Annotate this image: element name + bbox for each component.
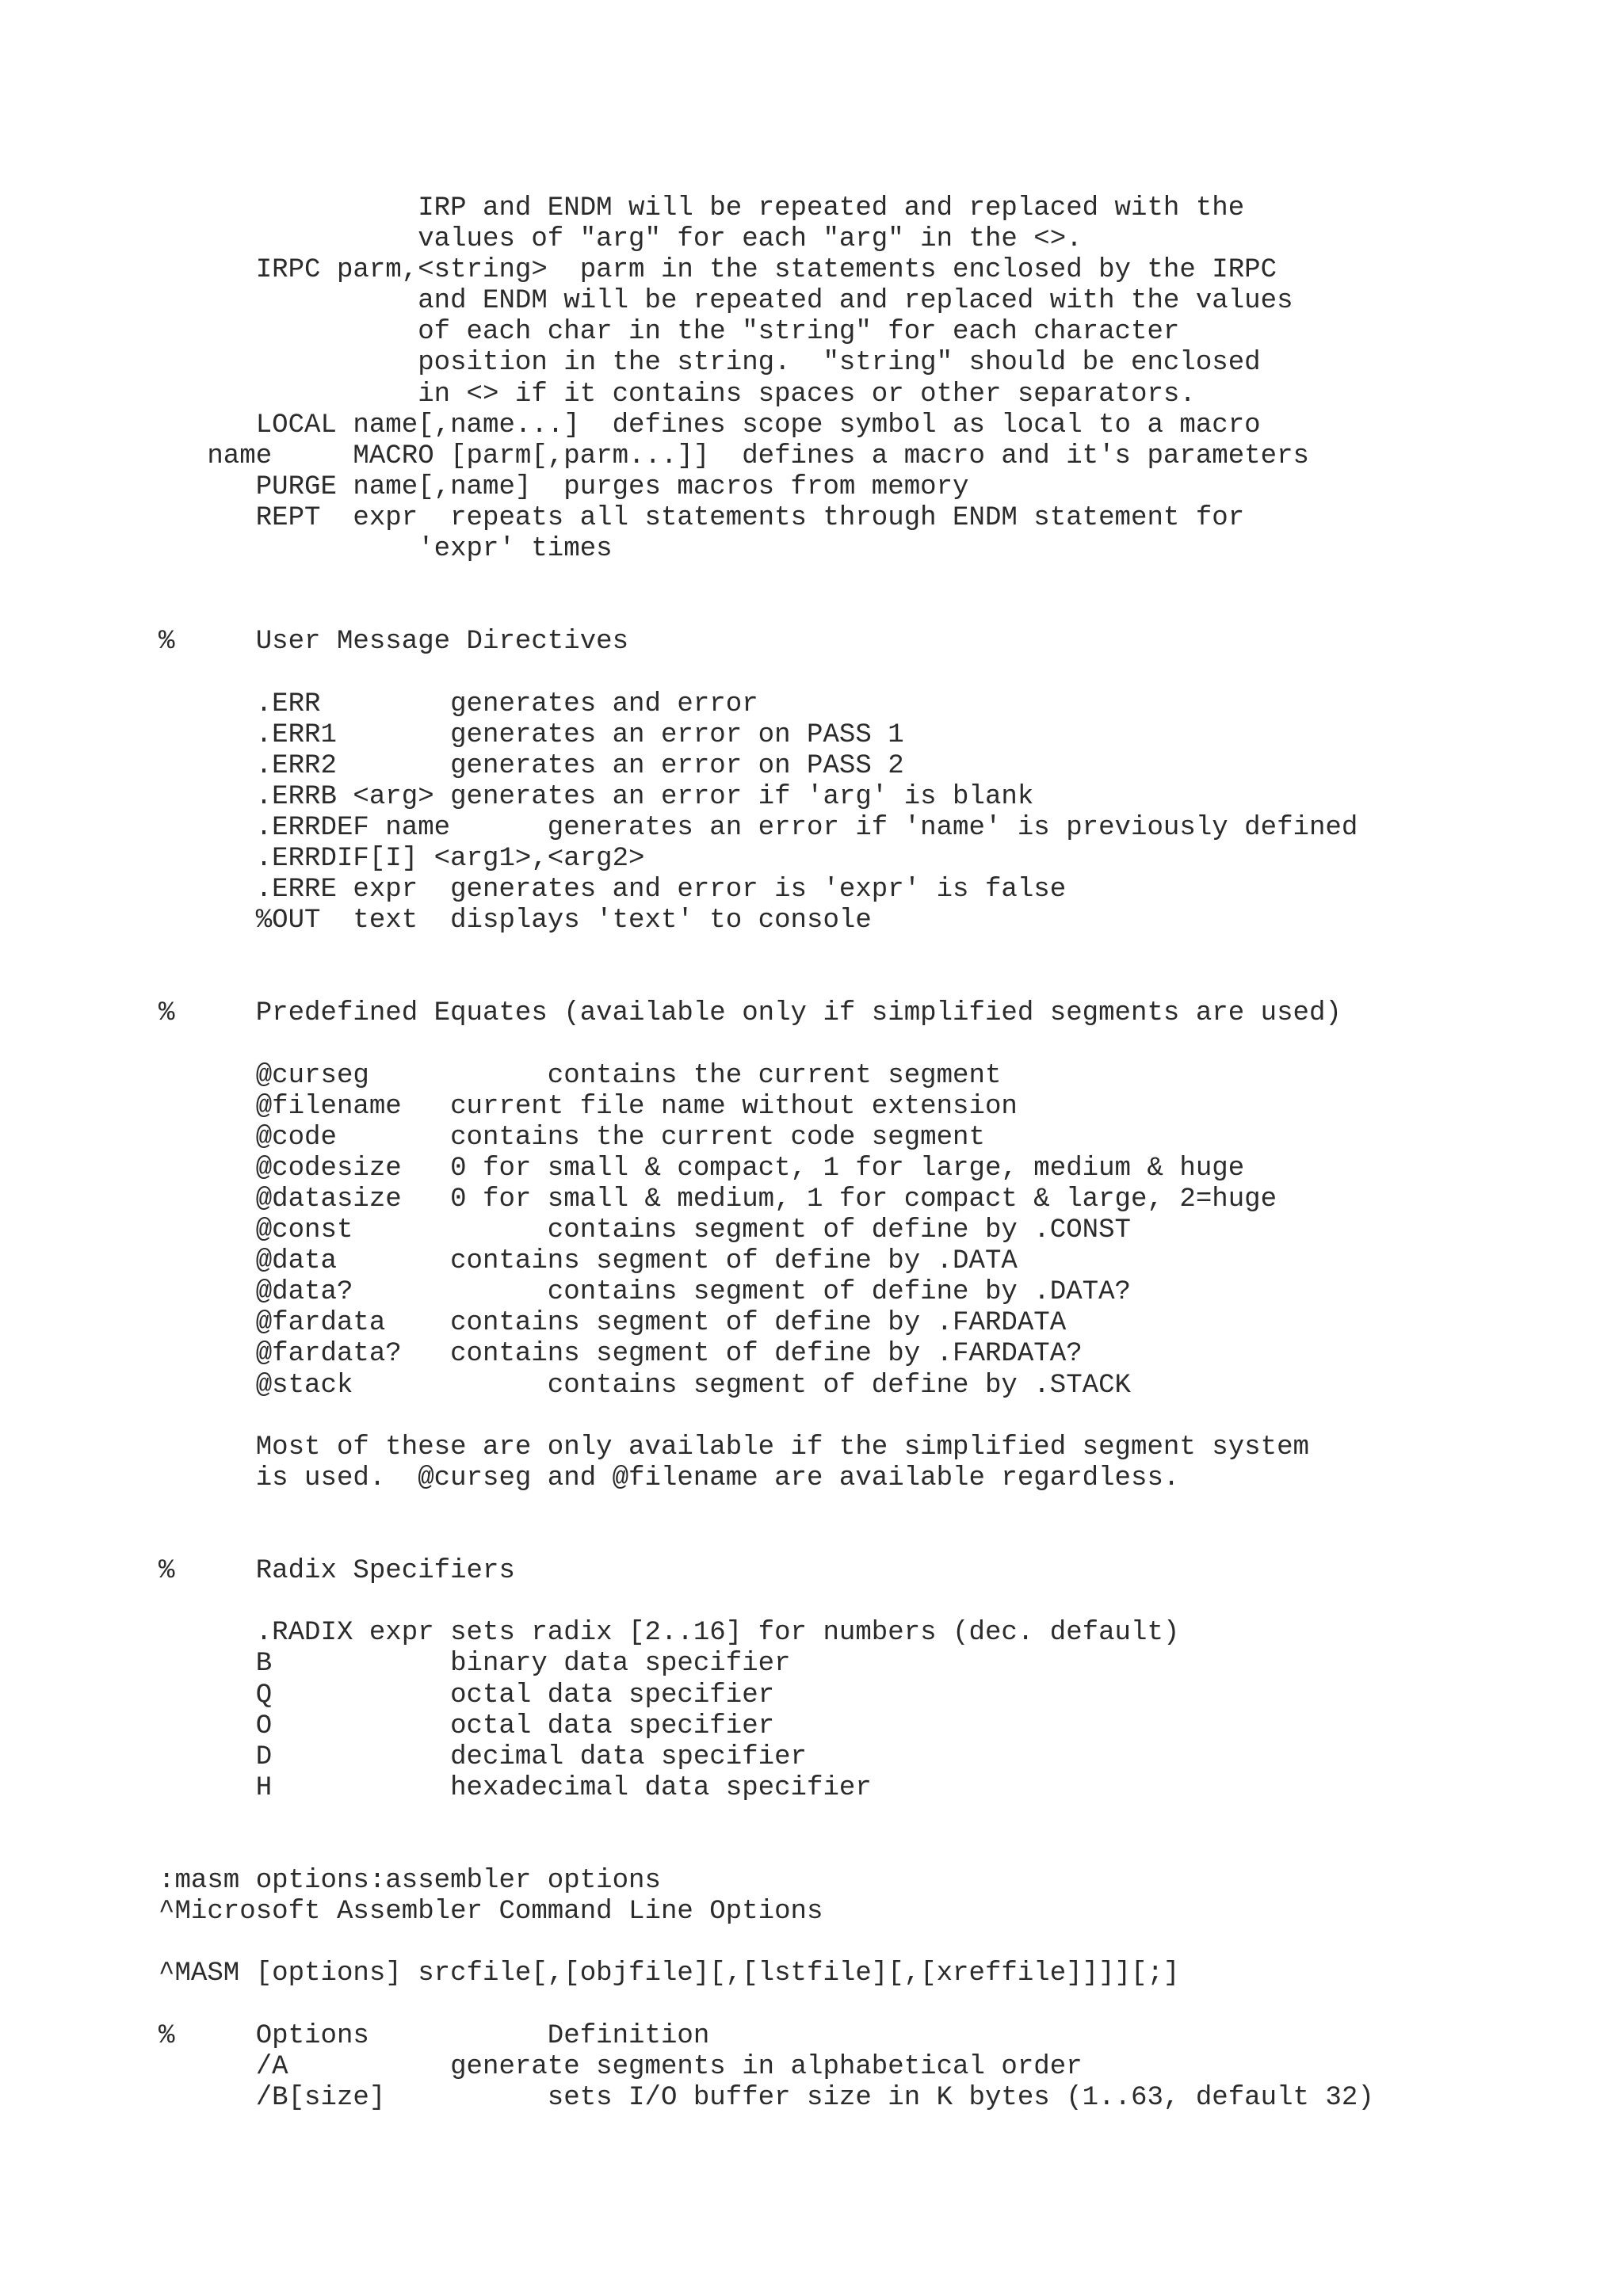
text-line: .ERRE expr generates and error is 'expr' is false [158,875,1067,906]
text-line: in <> if it contains spaces or other separators. [158,379,1196,410]
text-line: @curseg contains the current segment [158,1060,1002,1091]
text-line: O octal data specifier [158,1711,775,1741]
text-line: IRP and ENDM will be repeated and replaced with the [158,193,1245,223]
text-line: is used. @curseg and @filename are available regardless. [158,1463,1180,1493]
text-line: name MACRO [parm[,parm...]] defines a macro and it's parameters [158,441,1309,471]
text-line: @filename current file name without extension [158,1091,1018,1122]
text-line [158,1989,1623,2020]
text-line: .RADIX expr sets radix [2..16] for numbers (dec. default) [158,1618,1180,1649]
text-line: @fardata contains segment of define by .FARDATA [158,1308,1067,1339]
text-line: .ERRDEF name generates an error if 'name' is previously defined [158,812,1358,843]
text-line: REPT expr repeats all statements through ENDM statement for [158,502,1245,533]
text-line: @datasize 0 for small & medium, 1 for compact & large, 2=huge [158,1184,1277,1215]
text-line [158,1804,1623,1835]
text-line: H hexadecimal data specifier [158,1772,872,1803]
text-line: % User Message Directives [158,627,629,658]
text-line: @code contains the current code segment [158,1122,985,1153]
text-line [158,936,1623,967]
text-line: and ENDM will be repeated and replaced with the values [158,286,1293,317]
text-line: Q octal data specifier [158,1680,775,1711]
text-line: /B[size] sets I/O buffer size in K bytes (1..63, default 32) [158,2082,1374,2113]
text-line: values of "arg" for each "arg" in the <>. [158,224,1083,255]
text-line [158,1402,1623,1432]
text-line: /A generate segments in alphabetical order [158,2051,1083,2082]
text-line: ^MASM [options] srcfile[,[objfile][,[lstfile][,[xreffile]]]][;] [158,1958,1180,1989]
text-line: .ERRDIF[I] <arg1>,<arg2> [158,843,645,874]
text-line: ^Microsoft Assembler Command Line Options [158,1897,823,1928]
text-line [158,565,1623,596]
text-line [158,1835,1623,1866]
text-line: .ERR1 generates an error on PASS 1 [158,719,904,750]
text-line: @data? contains segment of define by .DATA? [158,1277,1132,1308]
text-line: %OUT text displays 'text' to console [158,906,872,936]
text-line: position in the string. "string" should be enclosed [158,348,1261,379]
text-line: Most of these are only available if the simplified segment system [158,1432,1309,1463]
text-line [158,1494,1623,1525]
text-line: PURGE name[,name] purges macros from memory [158,471,969,502]
text-line: @stack contains segment of define by .STACK [158,1370,1132,1401]
text-line: IRPC parm,<string> parm in the statements enclosed by the IRPC [158,255,1277,286]
text-line: @codesize 0 for small & compact, 1 for large, medium & huge [158,1153,1245,1184]
text-line: .ERR generates and error [158,688,758,719]
document-page [158,193,1623,2114]
text-line [158,1525,1623,1556]
text-line [158,967,1623,998]
text-line: % Predefined Equates (available only if simplified segments are used) [158,998,1342,1029]
text-line: @data contains segment of define by .DATA [158,1246,1018,1277]
text-line [158,1030,1623,1061]
text-line: % Radix Specifiers [158,1556,515,1587]
text-line: 'expr' times [158,534,613,565]
text-line: LOCAL name[,name...] defines scope symbol as local to a macro [158,410,1261,441]
text-line [158,1928,1623,1958]
text-line [158,596,1623,627]
text-line: % Options Definition [158,2020,710,2051]
text-line: .ERRB <arg> generates an error if 'arg' is blank [158,781,1034,812]
text-line: @const contains segment of define by .CONST [158,1215,1132,1246]
text-line: of each char in the "string" for each character [158,317,1180,348]
text-line: .ERR2 generates an error on PASS 2 [158,750,904,781]
text-line: B binary data specifier [158,1649,791,1680]
text-line [158,1587,1623,1618]
text-line: :masm options:assembler options [158,1866,661,1897]
text-line [158,658,1623,688]
text-line: D decimal data specifier [158,1741,808,1772]
text-line: @fardata? contains segment of define by .FARDATA? [158,1339,1083,1370]
